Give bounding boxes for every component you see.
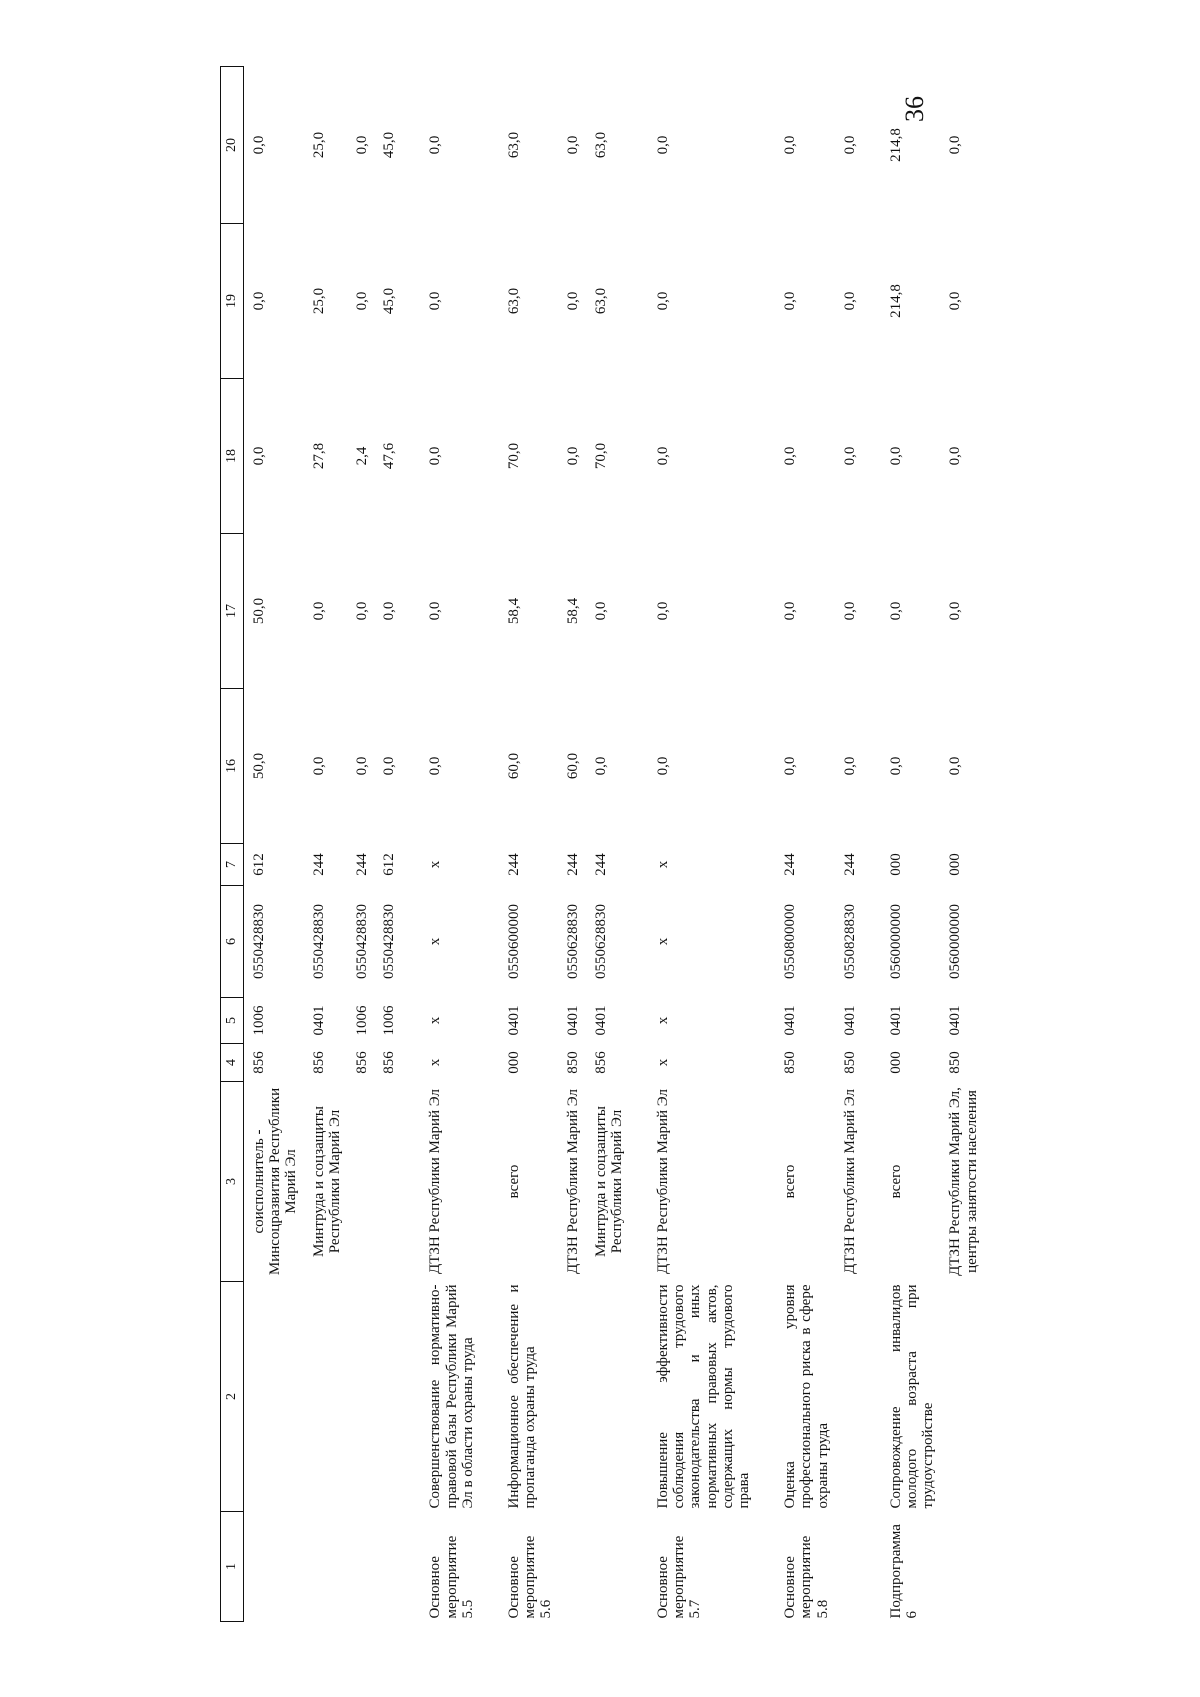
grbs-code-cell: 856 — [592, 1051, 609, 1074]
value-cell: 0,0 — [841, 756, 858, 776]
value-cell: 0,0 — [887, 756, 904, 776]
executor-cell: всего — [505, 1164, 522, 1199]
value-cell: 47,6 — [381, 442, 398, 470]
column-number-header: 18 — [221, 379, 244, 534]
section-spacer — [480, 67, 499, 1622]
column-number-header: 2 — [221, 1282, 244, 1512]
section-code-cell: 1006 — [353, 1005, 370, 1036]
program-element-cell — [374, 1512, 401, 1622]
measure-name-cell: Оценка уровня профессионального риска в сфере охраны труда — [782, 1284, 831, 1509]
value-cell: 0,0 — [887, 446, 904, 466]
grbs-code-cell: 856 — [353, 1051, 370, 1074]
program-element-cell — [940, 1512, 983, 1622]
expense-type-cell: 244 — [505, 853, 522, 876]
expense-type-cell: 244 — [310, 853, 327, 876]
section-code-cell: x — [655, 1016, 671, 1025]
measure-name-cell: Повышение эффективности соблюдения трудового законодательства и иных нормативных правовых актов, содержащих нормы трудового права — [655, 1284, 752, 1509]
measure-name-cell — [347, 1282, 374, 1512]
target-article-cell: 0550600000 — [505, 904, 522, 979]
executor-cell: соисполнитель - Минсоцразвития Республики Марий Эл — [251, 1087, 300, 1276]
value-cell: 70,0 — [505, 442, 522, 470]
executor-cell: Минтруда и соцзащиты Республики Марий Эл — [310, 1106, 343, 1257]
measure-name-cell: Сопровождение инвалидов молодого возраста при трудоустройстве — [887, 1284, 937, 1509]
value-cell: 63,0 — [505, 287, 522, 315]
section-code-cell: 0401 — [505, 1005, 522, 1036]
table-row — [940, 67, 983, 1622]
value-cell: 0,0 — [353, 601, 370, 621]
value-cell: 0,0 — [251, 446, 267, 466]
grbs-code-cell: x — [655, 1058, 671, 1067]
value-cell: 0,0 — [841, 446, 858, 466]
value-cell: 63,0 — [505, 131, 522, 159]
target-article-cell: 0560000000 — [947, 904, 964, 979]
program-element-cell: Подпрограмма 6 — [887, 1524, 921, 1619]
grbs-code-cell: 850 — [841, 1051, 858, 1074]
executor-cell: всего — [887, 1164, 904, 1199]
target-article-cell: 0560000000 — [887, 904, 904, 979]
program-element-cell: Основное мероприятие 5.7 — [655, 1535, 704, 1619]
value-cell: 0,0 — [782, 446, 799, 466]
column-number-header: 20 — [221, 67, 244, 224]
section-spacer — [629, 67, 648, 1622]
value-cell: 214,8 — [887, 284, 904, 318]
value-cell: 25,0 — [310, 287, 327, 315]
spacer-cell — [756, 67, 775, 1622]
expense-type-cell: x — [655, 860, 671, 869]
section-code-cell: 1006 — [381, 1005, 398, 1036]
value-cell: 0,0 — [782, 601, 799, 621]
table-row — [347, 67, 374, 1622]
section-code-cell: 0401 — [887, 1005, 904, 1036]
table-body — [221, 67, 984, 1622]
program-element-cell: Основное мероприятие 5.8 — [782, 1535, 831, 1619]
table-row — [420, 67, 480, 1622]
value-cell: 0,0 — [841, 291, 858, 311]
section-spacer — [756, 67, 775, 1622]
value-cell: 0,0 — [381, 756, 398, 776]
value-cell: 0,0 — [565, 446, 582, 466]
expense-type-cell: 612 — [381, 853, 398, 876]
value-cell: 60,0 — [505, 752, 522, 780]
grbs-code-cell: 850 — [565, 1051, 582, 1074]
target-article-cell: 0550800000 — [782, 904, 799, 979]
rotated-table-wrapper — [220, 67, 1080, 1622]
column-number-header: 6 — [221, 886, 244, 998]
measure-name-cell — [940, 1282, 983, 1512]
spacer-cell — [629, 67, 648, 1622]
column-number-header: 3 — [221, 1082, 244, 1282]
value-cell: 25,0 — [310, 131, 327, 159]
grbs-code-cell: 856 — [310, 1051, 327, 1074]
page-number: 36 — [900, 96, 929, 122]
value-cell: 0,0 — [381, 601, 398, 621]
table-row — [775, 67, 835, 1622]
value-cell: 0,0 — [251, 135, 267, 155]
value-cell: 60,0 — [565, 752, 582, 780]
section-code-cell: 0401 — [592, 1005, 609, 1036]
value-cell: 0,0 — [782, 135, 799, 155]
value-cell: 0,0 — [655, 756, 671, 776]
table-row — [648, 67, 756, 1622]
grbs-code-cell: 856 — [251, 1051, 267, 1074]
table-row — [558, 67, 585, 1622]
value-cell: 0,0 — [427, 446, 444, 466]
value-cell: 0,0 — [947, 135, 964, 155]
expense-type-cell: 000 — [887, 853, 904, 876]
value-cell: 70,0 — [592, 442, 609, 470]
value-cell: 0,0 — [592, 756, 609, 776]
program-element-cell — [835, 1512, 862, 1622]
value-cell: 0,0 — [782, 291, 799, 311]
value-cell: 0,0 — [947, 291, 964, 311]
value-cell: 0,0 — [427, 135, 444, 155]
target-article-cell: x — [655, 937, 671, 946]
column-number-header: 19 — [221, 224, 244, 379]
value-cell: 50,0 — [251, 597, 267, 625]
table-row — [374, 67, 401, 1622]
table-row — [499, 67, 559, 1622]
target-article-cell: 0550428830 — [353, 904, 370, 979]
column-number-header: 4 — [221, 1044, 244, 1082]
measure-name-cell — [835, 1282, 862, 1512]
value-cell: 0,0 — [353, 756, 370, 776]
spacer-cell — [401, 67, 420, 1622]
value-cell: 58,4 — [505, 597, 522, 625]
value-cell: 0,0 — [427, 291, 444, 311]
value-cell: 0,0 — [427, 756, 444, 776]
value-cell: 0,0 — [353, 291, 370, 311]
column-number-header: 1 — [221, 1512, 244, 1622]
program-element-cell — [304, 1512, 347, 1622]
measure-name-cell — [244, 1282, 304, 1512]
program-element-cell — [586, 1512, 629, 1622]
executor-cell: ДТЗН Республики Марий Эл — [655, 1089, 671, 1274]
table-row — [244, 67, 304, 1622]
value-cell: 0,0 — [947, 601, 964, 621]
executor-cell: ДТЗН Республики Марий Эл, центры занятости населения — [947, 1087, 980, 1276]
measure-name-cell: Информационное обеспечение и пропаганда охраны труда — [505, 1284, 539, 1509]
section-code-cell: 1006 — [251, 1005, 267, 1036]
value-cell: 0,0 — [887, 601, 904, 621]
grbs-code-cell: 850 — [782, 1051, 799, 1074]
target-article-cell: 0550428830 — [310, 904, 327, 979]
value-cell: 0,0 — [565, 135, 582, 155]
table-row — [304, 67, 347, 1622]
value-cell: 0,0 — [353, 135, 370, 155]
executor-cell: всего — [782, 1164, 799, 1199]
value-cell: 0,0 — [841, 601, 858, 621]
section-code-cell: 0401 — [565, 1005, 582, 1036]
column-number-header: 16 — [221, 689, 244, 844]
program-element-cell: Основное мероприятие 5.5 — [427, 1535, 476, 1619]
column-number-header: 7 — [221, 844, 244, 886]
value-cell: 0,0 — [947, 756, 964, 776]
value-cell: 0,0 — [655, 135, 671, 155]
section-code-cell: 0401 — [947, 1005, 964, 1036]
program-element-cell — [347, 1512, 374, 1622]
expense-type-cell: x — [427, 860, 444, 869]
target-article-cell: 0550428830 — [381, 904, 398, 979]
value-cell: 0,0 — [310, 601, 327, 621]
budget-table — [220, 66, 984, 1622]
expense-type-cell: 244 — [353, 853, 370, 876]
program-element-cell — [558, 1512, 585, 1622]
grbs-code-cell: 856 — [381, 1051, 398, 1074]
program-element-cell — [244, 1512, 304, 1622]
executor-cell: Минтруда и соцзащиты Республики Марий Эл — [592, 1106, 625, 1257]
executor-cell — [347, 1082, 374, 1282]
value-cell: 45,0 — [381, 287, 398, 315]
column-number-header: 5 — [221, 998, 244, 1044]
value-cell: 27,8 — [310, 442, 327, 470]
value-cell: 0,0 — [592, 601, 609, 621]
value-cell: 0,0 — [782, 756, 799, 776]
measure-name-cell — [304, 1282, 347, 1512]
measure-name-cell — [558, 1282, 585, 1512]
expense-type-cell: 244 — [592, 853, 609, 876]
section-spacer — [862, 67, 881, 1622]
section-code-cell: x — [427, 1016, 444, 1025]
section-code-cell: 0401 — [310, 1005, 327, 1036]
grbs-code-cell: 850 — [947, 1051, 964, 1074]
value-cell: 0,0 — [655, 446, 671, 466]
target-article-cell: 0550828830 — [841, 904, 858, 979]
executor-cell — [374, 1082, 401, 1282]
value-cell: 0,0 — [310, 756, 327, 776]
measure-name-cell: Совершенствование нормативно-правовой базы Республики Марий Эл в области охраны труда — [427, 1284, 476, 1509]
target-article-cell: 0550628830 — [565, 904, 582, 979]
value-cell: 50,0 — [251, 752, 267, 780]
table-header-row — [221, 67, 244, 1622]
target-article-cell: x — [427, 937, 444, 946]
target-article-cell: 0550628830 — [592, 904, 609, 979]
value-cell: 214,8 — [887, 128, 904, 162]
section-code-cell: 0401 — [841, 1005, 858, 1036]
value-cell: 0,0 — [565, 291, 582, 311]
expense-type-cell: 244 — [565, 853, 582, 876]
value-cell: 45,0 — [381, 131, 398, 159]
section-code-cell: 0401 — [782, 1005, 799, 1036]
value-cell: 0,0 — [427, 601, 444, 621]
executor-cell: ДТЗН Республики Марий Эл — [841, 1089, 858, 1274]
spacer-cell — [480, 67, 499, 1622]
table-row — [881, 67, 941, 1622]
spacer-cell — [862, 67, 881, 1622]
value-cell: 0,0 — [655, 601, 671, 621]
table-row — [586, 67, 629, 1622]
expense-type-cell: 612 — [251, 853, 267, 876]
measure-name-cell — [374, 1282, 401, 1512]
value-cell: 63,0 — [592, 287, 609, 315]
value-cell: 0,0 — [655, 291, 671, 311]
expense-type-cell: 244 — [841, 853, 858, 876]
program-element-cell: Основное мероприятие 5.6 — [505, 1535, 555, 1619]
expense-type-cell: 000 — [947, 853, 964, 876]
section-spacer — [401, 67, 420, 1622]
expense-type-cell: 244 — [782, 853, 799, 876]
target-article-cell: 0550428830 — [251, 904, 267, 979]
executor-cell: ДТЗН Республики Марий Эл — [565, 1089, 582, 1274]
value-cell: 0,0 — [841, 135, 858, 155]
table-row — [835, 67, 862, 1622]
value-cell: 0,0 — [251, 291, 267, 311]
value-cell: 2,4 — [353, 446, 370, 466]
grbs-code-cell: 000 — [505, 1051, 522, 1074]
value-cell: 58,4 — [565, 597, 582, 625]
measure-name-cell — [586, 1282, 629, 1512]
value-cell: 0,0 — [947, 446, 964, 466]
column-number-header: 17 — [221, 534, 244, 689]
executor-cell: ДТЗН Республики Марий Эл — [427, 1089, 444, 1274]
value-cell: 63,0 — [592, 131, 609, 159]
grbs-code-cell: x — [427, 1058, 444, 1067]
grbs-code-cell: 000 — [887, 1051, 904, 1074]
